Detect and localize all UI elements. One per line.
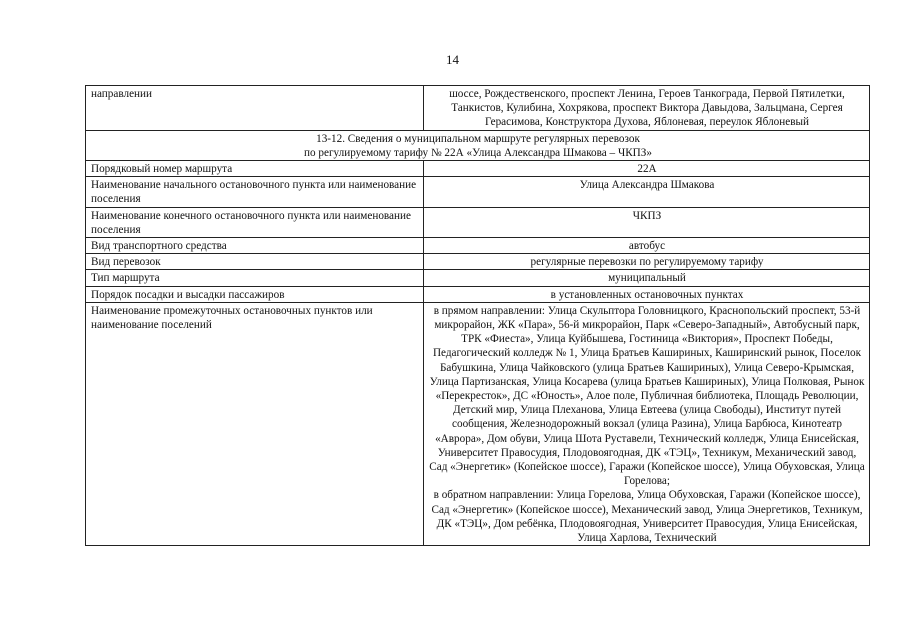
row-value: 22А — [424, 161, 870, 177]
section-header-row — [86, 130, 870, 160]
table-row — [86, 254, 870, 270]
stops-list — [424, 302, 870, 545]
table-row — [86, 177, 870, 207]
row-label: Порядок посадки и высадки пассажиров — [86, 286, 424, 302]
row-label: Наименование начального остановочного пункта или наименование поселения — [86, 177, 424, 207]
table-row — [86, 86, 870, 131]
row-label: Наименование промежуточных остановочных пунктов или наименование поселений — [86, 302, 424, 545]
stops-forward: в прямом направлении: Улица Скульптора Головницкого, Краснопольский проспект, 53-й микрорайон, ЖК «Пара», 56-й микрорайон, Парк «Северо-Западный», Автобусный парк, ТРК «Фиеста», Улица Куйбышева, Гостиница «Виктория», Проспект Победы, Педагогический колледж № 1, Улица Братьев Кашириных, Каширинский рынок, Поселок Бабушкина, Улица Чайковского (улица Братьев Кашириных), Улица Северо-Крымская, Улица Партизанская, Улица Косарева (улица Братьев Кашириных), Улица Полковая, Рынок «Перекресток», ДС «Юность», Алое поле, Публичная библиотека, Площадь Революции, Детский мир, Улица Плеханова, Улица Евтеева (улица Свободы), Институт путей сообщения, Железнодорожный вокзал (улица Разина), Улица Барбюса, Кинотеатр «Аврора», Дом обуви, Улица Шота Руставели, Технический колледж, Улица Енисейская, Университет Правосудия, Плодовоягодная, ДК «ТЭЦ», Техникум, Механический завод, Сад «Энергетик» (Копейское шоссе), Гаражи (Копейское шоссе), Улица Обуховская, Улица Горелова; — [429, 304, 865, 488]
row-label: Вид перевозок — [86, 254, 424, 270]
row-value: в установленных остановочных пунктах — [424, 286, 870, 302]
table-row — [86, 270, 870, 286]
row-value: автобус — [424, 238, 870, 254]
row-label: Тип маршрута — [86, 270, 424, 286]
table-row — [86, 302, 870, 545]
page-number: 14 — [446, 52, 459, 67]
route-info-table — [85, 85, 870, 546]
row-value: шоссе, Рождественского, проспект Ленина, Героев Танкограда, Первой Пятилетки, Танкистов, Кулибина, Хохрякова, проспект Виктора Давыдова, Зальцмана, Сергея Герасимова, Конструктора Духова, Яблоневая, переулок Яблоневый — [424, 86, 870, 131]
section-title-line2: по регулируемому тарифу № 22А «Улица Александра Шмакова – ЧКПЗ» — [304, 146, 652, 159]
row-value: Улица Александра Шмакова — [424, 177, 870, 207]
row-value: регулярные перевозки по регулируемому тарифу — [424, 254, 870, 270]
row-value: муниципальный — [424, 270, 870, 286]
row-label: Вид транспортного средства — [86, 238, 424, 254]
row-label: Наименование конечного остановочного пункта или наименование поселения — [86, 207, 424, 237]
table-row — [86, 238, 870, 254]
row-value: ЧКПЗ — [424, 207, 870, 237]
table-row — [86, 286, 870, 302]
section-header — [86, 130, 870, 160]
table-row — [86, 161, 870, 177]
stops-backward: в обратном направлении: Улица Горелова, Улица Обуховская, Гаражи (Копейское шоссе), Сад «Энергетик» (Копейское шоссе), Механический завод, Улица Энергетиков, Техникум, ДК «ТЭЦ», Дом ребёнка, Плодовоягодная, Университет Правосудия, Улица Енисейская, Улица Харлова, Технический — [431, 489, 863, 545]
row-label: Порядковый номер маршрута — [86, 161, 424, 177]
table-row — [86, 207, 870, 237]
section-title-line1: 13-12. Сведения о муниципальном маршруте регулярных перевозок — [316, 132, 640, 145]
row-label: направлении — [86, 86, 424, 131]
